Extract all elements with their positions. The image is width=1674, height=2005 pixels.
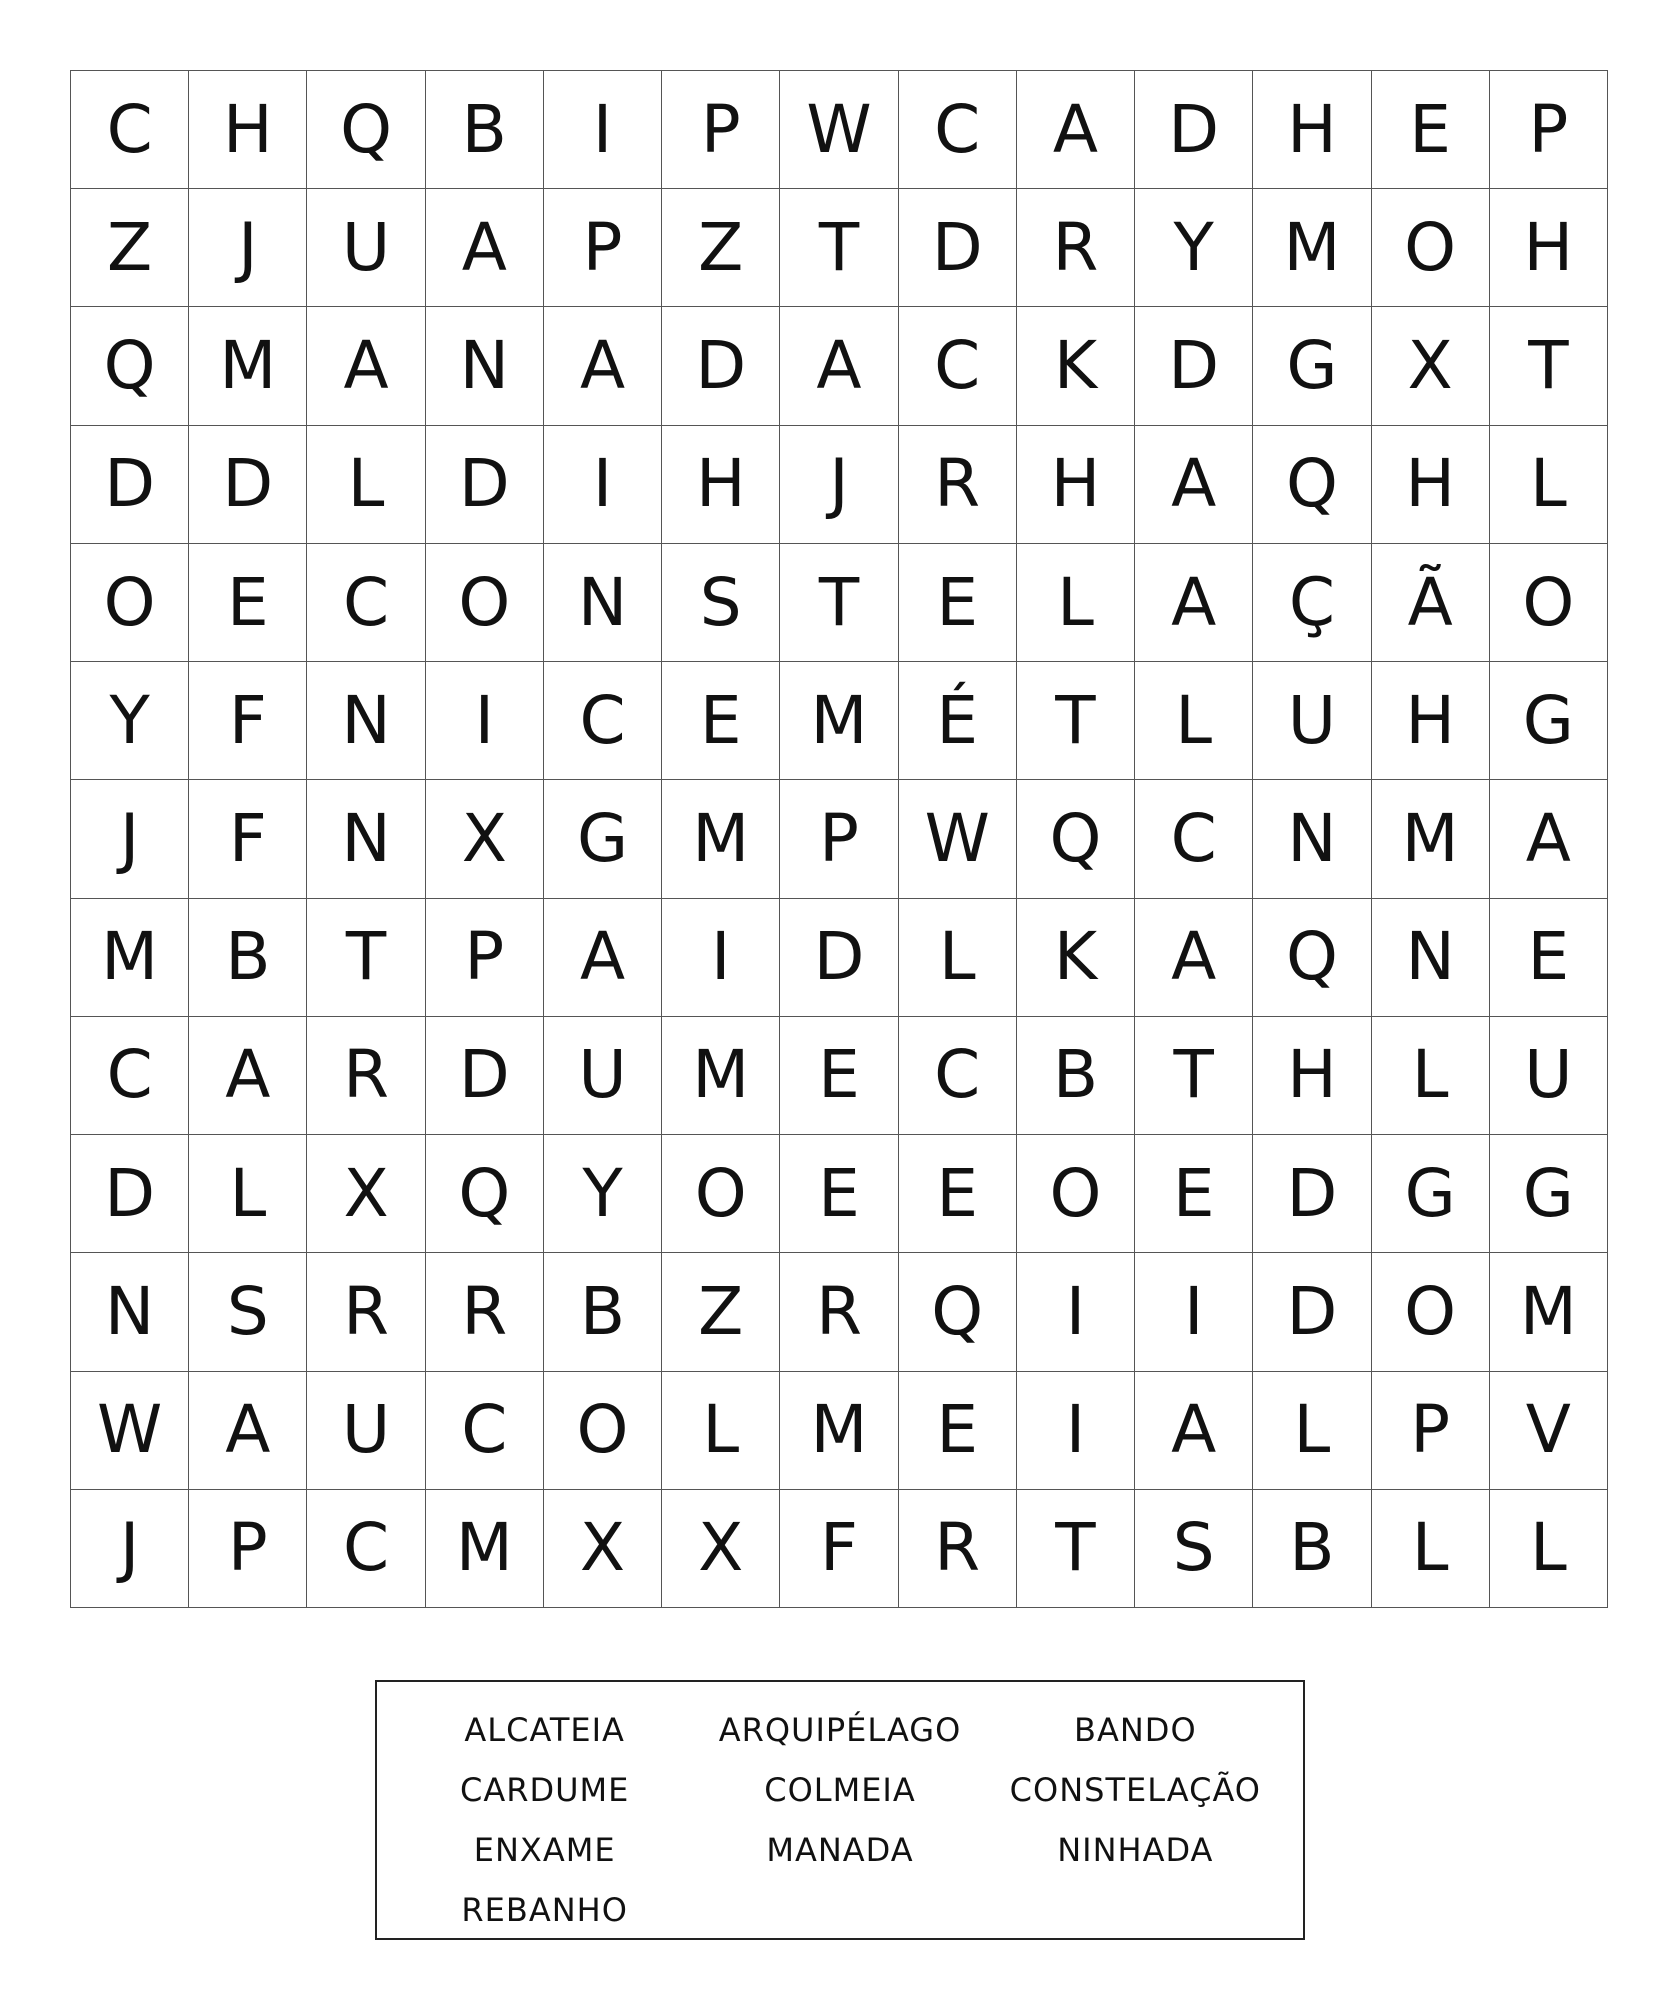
grid-cell[interactable]: E xyxy=(662,662,780,780)
grid-cell[interactable]: D xyxy=(1135,307,1253,425)
grid-cell[interactable]: G xyxy=(1372,1135,1490,1253)
grid-cell[interactable]: C xyxy=(307,1490,425,1608)
grid-cell[interactable]: D xyxy=(662,307,780,425)
grid-cell[interactable]: I xyxy=(544,71,662,189)
grid-cell[interactable]: O xyxy=(71,544,189,662)
grid-cell[interactable]: T xyxy=(1017,662,1135,780)
grid-cell[interactable]: A xyxy=(189,1372,307,1490)
grid-cell[interactable]: M xyxy=(780,1372,898,1490)
word-list xyxy=(375,1680,1305,1940)
grid-cell[interactable]: I xyxy=(1017,1372,1135,1490)
grid-cell[interactable]: S xyxy=(1135,1490,1253,1608)
grid-cell[interactable]: O xyxy=(1372,189,1490,307)
grid-cell[interactable]: M xyxy=(426,1490,544,1608)
grid-cell[interactable]: G xyxy=(1490,1135,1608,1253)
grid-cell[interactable]: C xyxy=(899,1017,1017,1135)
grid-cell[interactable]: H xyxy=(662,426,780,544)
grid-cell[interactable]: Y xyxy=(1135,189,1253,307)
grid-cell[interactable]: Ã xyxy=(1372,544,1490,662)
grid-cell[interactable]: B xyxy=(1253,1490,1371,1608)
grid-cell[interactable]: T xyxy=(1135,1017,1253,1135)
grid-cell[interactable]: Q xyxy=(307,71,425,189)
grid-cell[interactable]: X xyxy=(426,780,544,898)
grid-cell[interactable]: J xyxy=(189,189,307,307)
grid-cell[interactable]: M xyxy=(189,307,307,425)
grid-cell[interactable]: Ç xyxy=(1253,544,1371,662)
grid-cell[interactable]: U xyxy=(544,1017,662,1135)
grid-cell[interactable]: A xyxy=(426,189,544,307)
grid-cell[interactable]: Q xyxy=(899,1253,1017,1371)
grid-cell[interactable]: K xyxy=(1017,307,1135,425)
grid-cell[interactable]: P xyxy=(662,71,780,189)
grid-cell[interactable]: R xyxy=(899,1490,1017,1608)
grid-cell[interactable]: J xyxy=(71,1490,189,1608)
grid-cell[interactable]: W xyxy=(780,71,898,189)
grid-cell[interactable]: H xyxy=(1253,71,1371,189)
grid-cell[interactable]: C xyxy=(544,662,662,780)
grid-cell[interactable]: E xyxy=(899,1135,1017,1253)
grid-cell[interactable]: A xyxy=(189,1017,307,1135)
word-list-item: COLMEIA xyxy=(764,1771,916,1809)
grid-cell[interactable]: A xyxy=(1490,780,1608,898)
grid-cell[interactable]: D xyxy=(899,189,1017,307)
grid-cell[interactable]: N xyxy=(426,307,544,425)
grid-cell[interactable]: X xyxy=(307,1135,425,1253)
grid-cell[interactable]: E xyxy=(780,1017,898,1135)
grid-cell[interactable]: R xyxy=(426,1253,544,1371)
word-list-item: CARDUME xyxy=(459,1771,630,1809)
grid-cell[interactable]: P xyxy=(544,189,662,307)
grid-cell[interactable]: N xyxy=(307,780,425,898)
grid-cell[interactable]: P xyxy=(426,899,544,1017)
grid-cell[interactable]: L xyxy=(899,899,1017,1017)
grid-cell[interactable]: B xyxy=(544,1253,662,1371)
grid-cell[interactable]: H xyxy=(189,71,307,189)
grid-cell[interactable]: D xyxy=(1135,71,1253,189)
grid-cell[interactable]: C xyxy=(1135,780,1253,898)
grid-cell[interactable]: Z xyxy=(662,189,780,307)
grid-cell[interactable]: I xyxy=(544,426,662,544)
grid-cell[interactable]: L xyxy=(1017,544,1135,662)
grid-cell[interactable]: D xyxy=(426,426,544,544)
grid-cell[interactable]: U xyxy=(307,1372,425,1490)
grid-cell[interactable]: L xyxy=(1253,1372,1371,1490)
grid-cell[interactable]: A xyxy=(1017,71,1135,189)
grid-cell[interactable]: O xyxy=(1372,1253,1490,1371)
grid-cell[interactable]: E xyxy=(189,544,307,662)
grid-cell[interactable]: C xyxy=(426,1372,544,1490)
grid-cell[interactable]: T xyxy=(780,189,898,307)
grid-cell[interactable]: L xyxy=(662,1372,780,1490)
grid-cell[interactable]: R xyxy=(1017,189,1135,307)
grid-cell[interactable]: Z xyxy=(71,189,189,307)
grid-cell[interactable]: V xyxy=(1490,1372,1608,1490)
grid-cell[interactable]: R xyxy=(780,1253,898,1371)
grid-cell[interactable]: C xyxy=(71,71,189,189)
grid-cell[interactable]: B xyxy=(189,899,307,1017)
grid-cell[interactable]: Q xyxy=(1253,899,1371,1017)
grid-cell[interactable]: O xyxy=(1490,544,1608,662)
grid-cell[interactable]: O xyxy=(662,1135,780,1253)
grid-cell[interactable]: E xyxy=(1490,899,1608,1017)
grid-cell[interactable]: Q xyxy=(1253,426,1371,544)
grid-cell[interactable]: N xyxy=(544,544,662,662)
grid-cell[interactable]: A xyxy=(544,899,662,1017)
grid-cell[interactable]: U xyxy=(1490,1017,1608,1135)
grid-cell[interactable]: T xyxy=(1017,1490,1135,1608)
grid-cell[interactable]: Q xyxy=(1017,780,1135,898)
grid-cell[interactable]: M xyxy=(1372,780,1490,898)
grid-cell[interactable]: D xyxy=(426,1017,544,1135)
grid-cell[interactable]: A xyxy=(544,307,662,425)
grid-cell[interactable]: R xyxy=(899,426,1017,544)
grid-cell[interactable]: Y xyxy=(71,662,189,780)
grid-cell[interactable]: R xyxy=(307,1017,425,1135)
grid-cell[interactable]: H xyxy=(1372,426,1490,544)
grid-cell[interactable]: N xyxy=(1253,780,1371,898)
grid-cell[interactable]: P xyxy=(1490,71,1608,189)
grid-cell[interactable]: M xyxy=(1490,1253,1608,1371)
grid-cell[interactable]: X xyxy=(662,1490,780,1608)
grid-cell[interactable]: J xyxy=(780,426,898,544)
grid-cell[interactable]: X xyxy=(1372,307,1490,425)
grid-cell[interactable]: S xyxy=(189,1253,307,1371)
grid-cell[interactable]: I xyxy=(426,662,544,780)
grid-cell[interactable]: T xyxy=(307,899,425,1017)
word-list-item: CONSTELAÇÃO xyxy=(1009,1771,1261,1809)
grid-cell[interactable]: W xyxy=(899,780,1017,898)
word-list-item: MANADA xyxy=(766,1831,914,1869)
grid-cell[interactable]: P xyxy=(780,780,898,898)
grid-cell[interactable]: Q xyxy=(71,307,189,425)
grid-cell[interactable]: P xyxy=(189,1490,307,1608)
grid-cell[interactable]: W xyxy=(71,1372,189,1490)
grid-cell[interactable]: M xyxy=(1253,189,1371,307)
word-list-item: NINHADA xyxy=(1057,1831,1214,1869)
grid-cell[interactable]: C xyxy=(307,544,425,662)
grid-cell[interactable]: G xyxy=(544,780,662,898)
grid-cell[interactable]: L xyxy=(1490,426,1608,544)
grid-cell[interactable]: A xyxy=(1135,544,1253,662)
grid-cell[interactable]: H xyxy=(1017,426,1135,544)
grid-cell[interactable]: S xyxy=(662,544,780,662)
grid-cell[interactable]: E xyxy=(1372,71,1490,189)
word-list-item: BANDO xyxy=(1074,1711,1197,1749)
grid-cell[interactable]: É xyxy=(899,662,1017,780)
grid-cell[interactable]: X xyxy=(544,1490,662,1608)
grid-cell[interactable]: L xyxy=(1490,1490,1608,1608)
grid-cell[interactable]: R xyxy=(307,1253,425,1371)
grid-cell[interactable]: O xyxy=(544,1372,662,1490)
grid-cell[interactable]: A xyxy=(1135,426,1253,544)
grid-cell[interactable]: E xyxy=(899,1372,1017,1490)
grid-cell[interactable]: O xyxy=(426,544,544,662)
grid-cell[interactable]: I xyxy=(1135,1253,1253,1371)
grid-cell[interactable]: D xyxy=(189,426,307,544)
grid-cell[interactable]: Q xyxy=(426,1135,544,1253)
grid-cell[interactable]: D xyxy=(71,1135,189,1253)
grid-cell[interactable]: Z xyxy=(662,1253,780,1371)
grid-cell[interactable]: H xyxy=(1372,662,1490,780)
grid-cell[interactable]: N xyxy=(307,662,425,780)
grid-cell[interactable]: B xyxy=(426,71,544,189)
grid-cell[interactable]: P xyxy=(1372,1372,1490,1490)
grid-cell[interactable]: T xyxy=(780,544,898,662)
grid-cell[interactable]: L xyxy=(189,1135,307,1253)
grid-cell[interactable]: D xyxy=(1253,1253,1371,1371)
grid-cell[interactable]: D xyxy=(71,426,189,544)
grid-cell[interactable]: N xyxy=(1372,899,1490,1017)
grid-cell[interactable]: I xyxy=(1017,1253,1135,1371)
grid-cell[interactable]: U xyxy=(307,189,425,307)
grid-cell[interactable]: I xyxy=(662,899,780,1017)
grid-cell[interactable]: G xyxy=(1490,662,1608,780)
grid-cell[interactable]: K xyxy=(1017,899,1135,1017)
grid-cell[interactable]: B xyxy=(1017,1017,1135,1135)
grid-cell[interactable]: D xyxy=(1253,1135,1371,1253)
grid-cell[interactable]: U xyxy=(1253,662,1371,780)
grid-cell[interactable]: E xyxy=(780,1135,898,1253)
grid-cell[interactable]: C xyxy=(899,307,1017,425)
grid-cell[interactable]: A xyxy=(1135,899,1253,1017)
word-list-item: REBANHO xyxy=(461,1891,628,1929)
grid-cell[interactable]: Y xyxy=(544,1135,662,1253)
grid-cell[interactable]: C xyxy=(899,71,1017,189)
grid-cell[interactable]: M xyxy=(780,662,898,780)
grid-cell[interactable]: G xyxy=(1253,307,1371,425)
grid-cell[interactable]: H xyxy=(1253,1017,1371,1135)
word-list-item: ARQUIPÉLAGO xyxy=(718,1711,962,1749)
grid-cell[interactable]: L xyxy=(1372,1017,1490,1135)
grid-cell[interactable]: M xyxy=(662,780,780,898)
grid-cell[interactable]: F xyxy=(189,780,307,898)
grid-cell[interactable]: J xyxy=(71,780,189,898)
grid-cell[interactable]: T xyxy=(1490,307,1608,425)
grid-cell[interactable]: A xyxy=(1135,1372,1253,1490)
grid-cell[interactable]: E xyxy=(1135,1135,1253,1253)
grid-cell[interactable]: M xyxy=(71,899,189,1017)
grid-cell[interactable]: M xyxy=(662,1017,780,1135)
grid-cell[interactable]: L xyxy=(1372,1490,1490,1608)
grid-cell[interactable]: L xyxy=(307,426,425,544)
grid-cell[interactable]: F xyxy=(189,662,307,780)
grid-cell[interactable]: C xyxy=(71,1017,189,1135)
grid-cell[interactable]: L xyxy=(1135,662,1253,780)
grid-cell[interactable]: E xyxy=(899,544,1017,662)
grid-cell[interactable]: F xyxy=(780,1490,898,1608)
word-list-item: ALCATEIA xyxy=(464,1711,625,1749)
grid-cell[interactable]: O xyxy=(1017,1135,1135,1253)
grid-cell[interactable]: N xyxy=(71,1253,189,1371)
grid-cell[interactable]: A xyxy=(307,307,425,425)
grid-cell[interactable]: H xyxy=(1490,189,1608,307)
word-list-item: ENXAME xyxy=(473,1831,616,1869)
letter-grid xyxy=(70,70,1608,1608)
grid-cell[interactable]: D xyxy=(780,899,898,1017)
grid-cell[interactable]: A xyxy=(780,307,898,425)
